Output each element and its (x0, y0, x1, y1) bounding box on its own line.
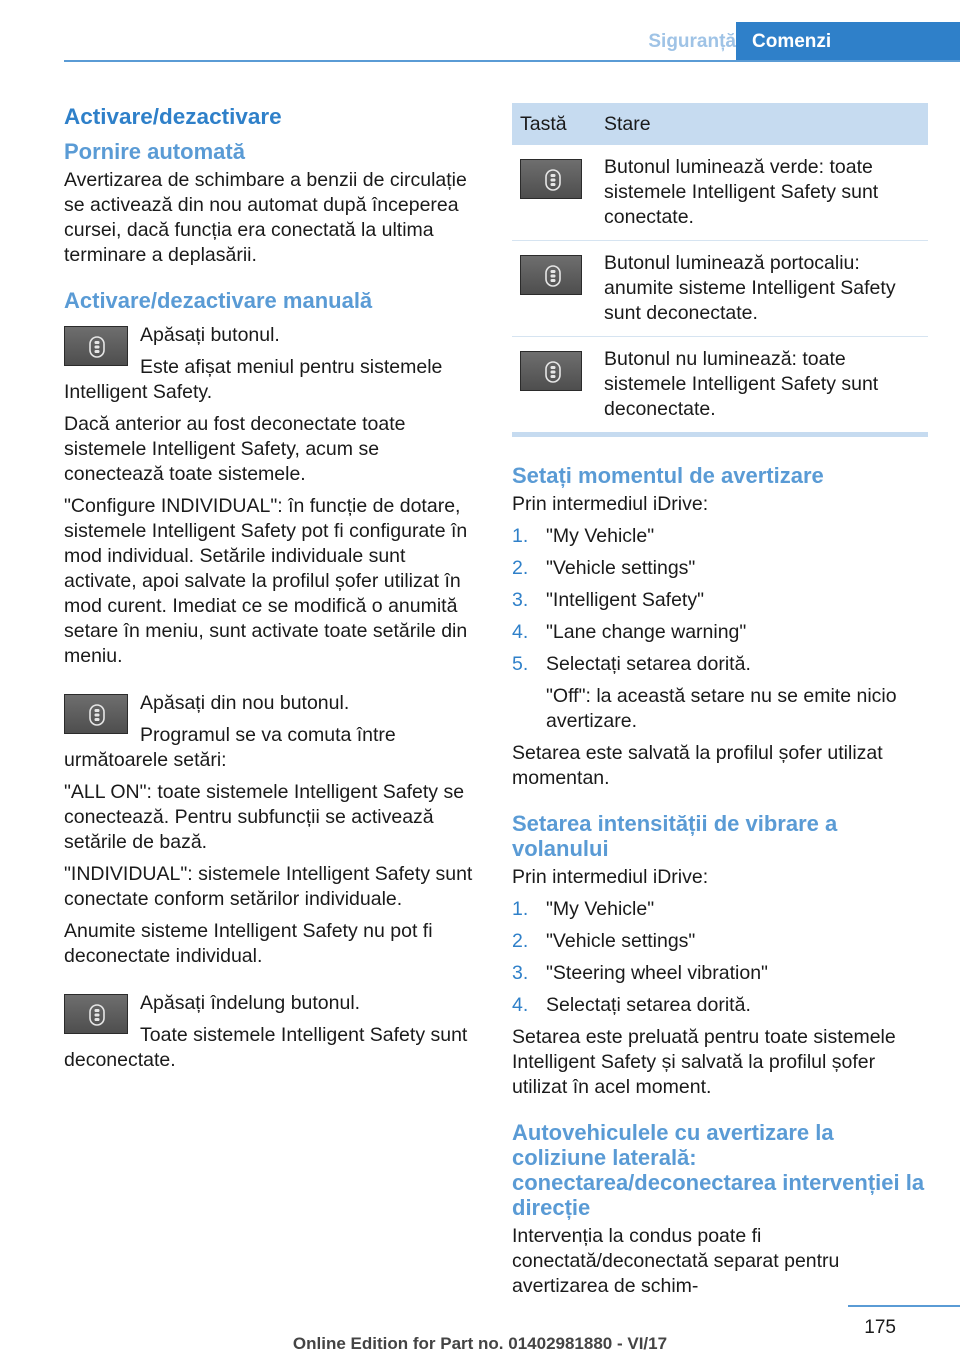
table-header-row (512, 103, 928, 145)
step2-result: Programul se va comuta între următoarele setări: (64, 724, 396, 771)
list-item: 2. "Vehicle settings" (512, 930, 696, 952)
paragraph: Dacă anterior au fost deconectate toate sistemele Intelligent Safety, acum se conectează toate sistemele. (64, 413, 406, 485)
step1-action: Apăsați butonul. (140, 324, 280, 346)
intelligent-safety-button-icon (520, 159, 582, 199)
table-header-state: Stare (596, 103, 928, 145)
step3-result: Toate sistemele Intelligent Safety sunt deconectate. (64, 1024, 468, 1071)
section-title: Activare/dezactivare (64, 104, 282, 129)
paragraph: Setarea este preluată pentru toate sistemele Intelligent Safety și salvată la profilul șofer utilizat în acel moment. (512, 1026, 896, 1098)
right-column (512, 100, 928, 1306)
paragraph: "Configure INDIVIDUAL": în funcție de dotare, sistemele Intelligent Safety pot fi configurate în mod individual. Setările individuale sunt activate, apoi salvate la profilul șofer utilizat în mod curent. Imediat ce se modifică o anumită setare în meniu, sunt activate toate setările din meniu. (64, 495, 468, 667)
paragraph: "ALL ON": toate sistemele Intelligent Safety se conectează. Pentru subfuncții se activează setările de bază. (64, 781, 465, 853)
list-item: 1. "My Vehicle" (512, 898, 655, 920)
step1-result: Este afișat meniul pentru sistemele Intelligent Safety. (64, 356, 443, 403)
list-item: 3. "Steering wheel vibration" (512, 962, 768, 984)
table-cell-state: Butonul luminează verde: toate sistemele Intelligent Safety sunt conectate. (596, 145, 928, 241)
list-item: 4. Selectați setarea dorită. (512, 994, 751, 1016)
list-item: 3. "Intelligent Safety" (512, 589, 705, 611)
table-row (512, 241, 928, 337)
auto-start-text: Avertizarea de schimbare a benzii de circulație se activează din nou automat după începerea cursei, dacă funcția era conectată la ultima terminare a deplasării. (64, 169, 467, 266)
table-header-key: Tastă (512, 103, 596, 145)
paragraph: Setarea este salvată la profilul șofer utilizat momentan. (512, 742, 883, 789)
list-item: 4. "Lane change warning" (512, 621, 747, 643)
header-rule (64, 60, 960, 62)
button-state-table (512, 103, 928, 432)
table-cell-state: Butonul nu luminează: toate sistemele Intelligent Safety sunt deconectate. (604, 348, 879, 420)
vibration-title: Setarea intensității de vibrare a volanului (512, 811, 838, 861)
page-number: 175 (864, 1317, 896, 1338)
manual-title: Activare/dezactivare manuală (64, 288, 373, 313)
side-collision-title: Autovehiculele cu avertizare la coliziune laterală: conectarea/deconectarea intervenției la direcție (512, 1120, 925, 1220)
step2-action: Apăsați din nou butonul. (140, 692, 350, 714)
table-row (512, 337, 928, 433)
step3-action: Apăsați îndelung butonul. (140, 992, 361, 1014)
paragraph: Intervenția la condus poate fi conectată/deconectată separat pentru avertizarea de schim- (512, 1225, 840, 1297)
auto-start-title: Pornire automată (64, 139, 245, 164)
step-press-again (64, 691, 480, 773)
intelligent-safety-button-icon (64, 994, 128, 1034)
warning-time-steps (512, 524, 928, 734)
intelligent-safety-button-icon (64, 694, 128, 734)
step-press-button (64, 323, 480, 405)
paragraph: "INDIVIDUAL": sistemele Intelligent Safety sunt conectate conform setărilor individuale. (64, 863, 473, 910)
header-section: Siguranță (648, 31, 736, 52)
edition-footer: Online Edition for Part no. 01402981880 - VI/17 (292, 1334, 668, 1353)
idrive-intro: Prin intermediul iDrive: (512, 493, 709, 515)
table-cell-state: Butonul luminează portocaliu: anumite sisteme Intelligent Safety sunt deconectate. (596, 241, 928, 337)
intelligent-safety-button-icon (520, 351, 582, 391)
warning-time-title: Setați momentul de avertizare (512, 463, 824, 488)
list-item: 1. "My Vehicle" (512, 525, 655, 547)
intelligent-safety-button-icon (64, 326, 128, 366)
step-long-press (64, 991, 480, 1073)
footer-rule (848, 1305, 960, 1307)
table-bottom-rule (512, 432, 928, 437)
idrive-intro: Prin intermediul iDrive: (512, 866, 709, 888)
list-item: 2. "Vehicle settings" (512, 557, 696, 579)
vibration-steps (512, 897, 928, 1018)
list-item: 5. Selectați setarea dorită. "Off": la această setare nu se emite nicio avertizare. (512, 652, 928, 734)
table-row (512, 145, 928, 241)
list-item-note: "Off": la această setare nu se emite nicio avertizare. (546, 685, 897, 732)
paragraph: Anumite sisteme Intelligent Safety nu pot fi deconectate individual. (64, 920, 433, 967)
intelligent-safety-button-icon (520, 255, 582, 295)
left-column (64, 100, 480, 1080)
header-chapter-tab: Comenzi (736, 22, 960, 62)
